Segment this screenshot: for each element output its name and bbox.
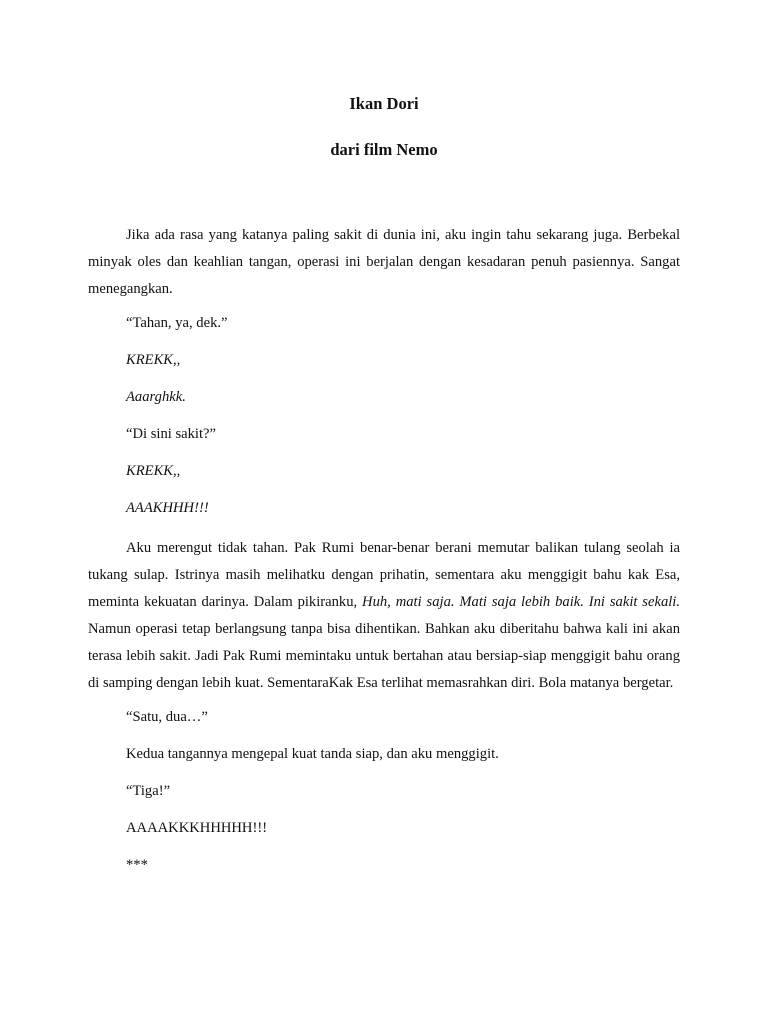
paragraph-2-text-a: Aku merengut tidak tahan. Pak Rumi benar-benar berani memutar balikan tulang seolah ia tukang sulap. Istrinya masih melihatku dengan prihatin, sementara aku menggigit bahu kak Esa, meminta kekuatan darinya. Dalam pikiranku,	[88, 540, 680, 610]
paragraph-2-text-b: Namun operasi tetap berlangsung tanpa bisa dihentikan. Bahkan aku diberitahu bahwa kali ini akan terasa lebih sakit. Jadi Pak Rumi memintaku untuk bertahan atau bersiap-siap menggigit bahu orang di samping dengan lebih kuat. SementaraKak Esa terlihat memasrahkan diri. Bola matanya bergetar.	[88, 621, 680, 691]
sound-effect-line: KREKK,,	[126, 352, 181, 368]
document-subtitle: dari film Nemo	[330, 140, 438, 159]
paragraph-1: Jika ada rasa yang katanya paling sakit di dunia ini, aku ingin tahu sekarang juga. Berbekal minyak oles dan keahlian tangan, operasi ini berjalan dengan kesadaran penuh pasiennya. Sangat menegangkan.	[88, 227, 680, 297]
document-body	[88, 222, 680, 892]
dialogue-line: “Di sini sakit?”	[126, 426, 216, 442]
scene-break: ***	[126, 857, 148, 873]
dialogue-line: “Satu, dua…”	[126, 709, 208, 725]
sound-effect-line: Aaarghkk.	[126, 389, 186, 405]
dialogue-line: “Tiga!”	[126, 783, 171, 799]
document-title: Ikan Dori	[349, 94, 419, 113]
narration-line: Kedua tangannya mengepal kuat tanda siap, dan aku menggigit.	[126, 746, 499, 762]
paragraph-2-italic-thought: Huh, mati saja. Mati saja lebih baik. Ini sakit sekali.	[362, 594, 680, 610]
sound-effect-line: KREKK,,	[126, 463, 181, 479]
dialogue-line: “Tahan, ya, dek.”	[126, 315, 228, 331]
sound-effect-line: AAAKHHH!!!	[126, 500, 209, 516]
sound-effect-line: AAAAKKKHHHHH!!!	[126, 820, 268, 836]
paragraph-2	[88, 535, 680, 697]
